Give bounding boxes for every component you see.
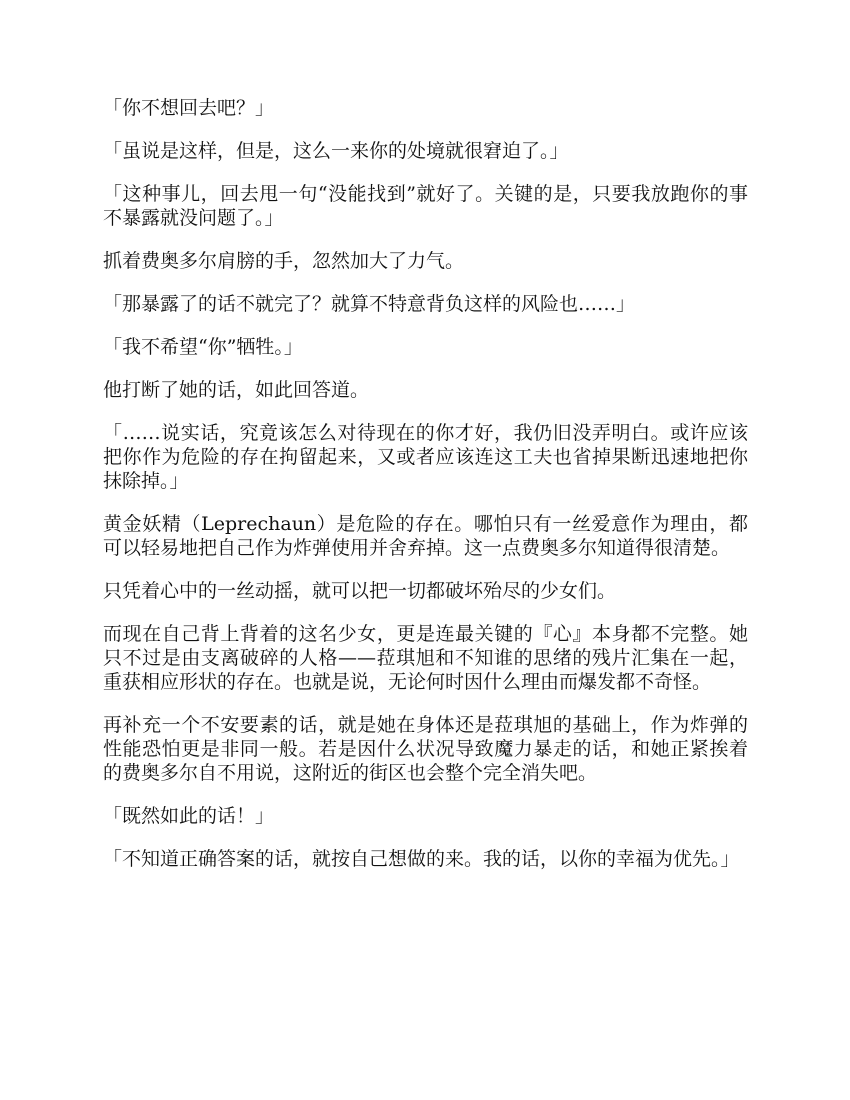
paragraph: 黄金妖精（Leprechaun）是危险的存在。哪怕只有一丝爱意作为理由，都可以轻易地把自己作为炸弹使用并舍弃掉。这一点费奥多尔知道得很清楚。 <box>103 513 748 559</box>
paragraph: 「我不希望“你”牺牲。」 <box>103 336 303 358</box>
paragraph: 而现在自己背上背着的这名少女，更是连最关键的『心』本身都不完整。她只不过是由支离破碎的人格——菈琪旭和不知谁的思绪的残片汇集在一起，重获相应形状的存在。也就是说，无论何时因什么理由而爆发都不奇怪。 <box>103 623 748 693</box>
paragraph: 「那暴露了的话不就完了？就算不特意背负这样的风险也……」 <box>103 293 636 315</box>
paragraph: 「虽说是这样，但是，这么一来你的处境就很窘迫了。」 <box>103 140 569 162</box>
paragraph: 只凭着心中的一丝动摇，就可以把一切都破坏殆尽的少女们。 <box>103 580 617 602</box>
paragraph: 他打断了她的话，如此回答道。 <box>103 379 370 401</box>
paragraph: 再补充一个不安要素的话，就是她在身体还是菈琪旭的基础上，作为炸弹的性能恐怕更是非同一般。若是因什么状况导致魔力暴走的话，和她正紧挨着的费奥多尔自不用说，这附近的街区也会整个完全消失吧。 <box>103 714 748 784</box>
paragraph: 「不知道正确答案的话，就按自己想做的来。我的话，以你的幸福为优先。」 <box>103 848 740 870</box>
paragraph: 「既然如此的话！」 <box>103 805 275 827</box>
paragraph: 「……说实话，究竟该怎么对待现在的你才好，我仍旧没弄明白。或许应该把你作为危险的存在拘留起来，又或者应该连这工夫也省掉果断迅速地把你抹除掉。」 <box>103 422 748 492</box>
paragraph: 「你不想回去吧？」 <box>103 97 275 119</box>
paragraph: 抓着费奥多尔肩膀的手，忽然加大了力气。 <box>103 250 465 272</box>
paragraph: 「这种事儿，回去甩一句“没能找到”就好了。关键的是，只要我放跑你的事不暴露就没问题了。」 <box>103 183 748 229</box>
document-body <box>103 96 748 890</box>
